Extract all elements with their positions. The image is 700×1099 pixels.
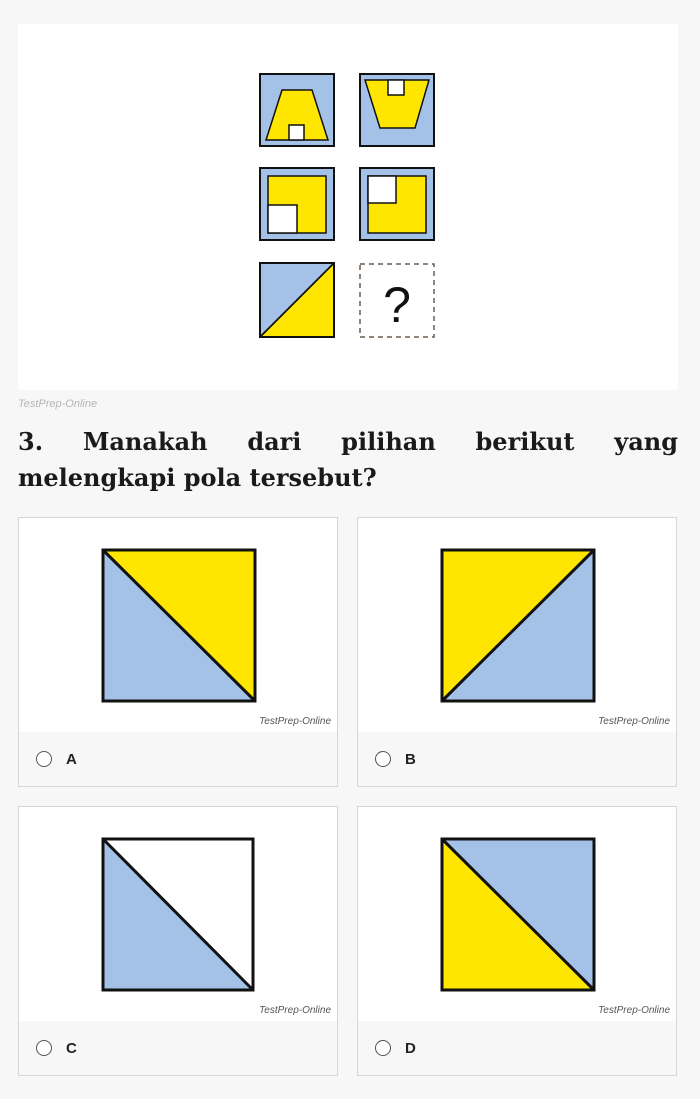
radio-option-d[interactable]: [375, 1040, 391, 1056]
watermark: TestPrep-Online: [259, 716, 331, 727]
question-mark-placeholder-icon: [360, 264, 434, 337]
diagonal-blue-yellow-square-icon: [260, 263, 334, 337]
option-d-label: D: [405, 1040, 416, 1057]
diagonal-yellow-top-right-blue-bottom-left-icon: [103, 550, 255, 701]
option-d[interactable]: [357, 806, 677, 1076]
option-a-label: A: [66, 751, 77, 768]
puzzle-image: [18, 24, 678, 390]
diagonal-blue-top-right-yellow-bottom-left-icon: [442, 839, 594, 990]
option-d-image: [358, 807, 676, 1021]
square-with-white-square-bottom-left-icon: [260, 168, 334, 240]
question-text: 3. Manakah dari pilihan berikut yang melengkapi pola tersebut?: [18, 427, 678, 492]
option-a[interactable]: [18, 517, 338, 787]
diagonal-yellow-top-left-blue-bottom-right-icon: [442, 550, 594, 701]
inverted-trapezoid-with-square-top-icon: [360, 74, 434, 146]
trapezoid-with-square-bottom-icon: [260, 74, 334, 146]
radio-option-a[interactable]: [36, 751, 52, 767]
watermark: TestPrep-Online: [598, 716, 670, 727]
radio-option-b[interactable]: [375, 751, 391, 767]
option-c-label: C: [66, 1040, 77, 1057]
option-b-image: [358, 518, 676, 732]
option-b-label: B: [405, 751, 416, 768]
svg-text:?: ?: [383, 277, 411, 333]
option-c[interactable]: [18, 806, 338, 1076]
watermark: TestPrep-Online: [259, 1005, 331, 1016]
radio-option-c[interactable]: [36, 1040, 52, 1056]
option-c-image: [19, 807, 337, 1021]
option-b[interactable]: [357, 517, 677, 787]
watermark: TestPrep-Online: [18, 398, 98, 410]
diagonal-white-top-right-blue-bottom-left-icon: [103, 839, 253, 990]
square-with-white-square-top-left-icon: [360, 168, 434, 240]
watermark: TestPrep-Online: [598, 1005, 670, 1016]
option-a-image: [19, 518, 337, 732]
